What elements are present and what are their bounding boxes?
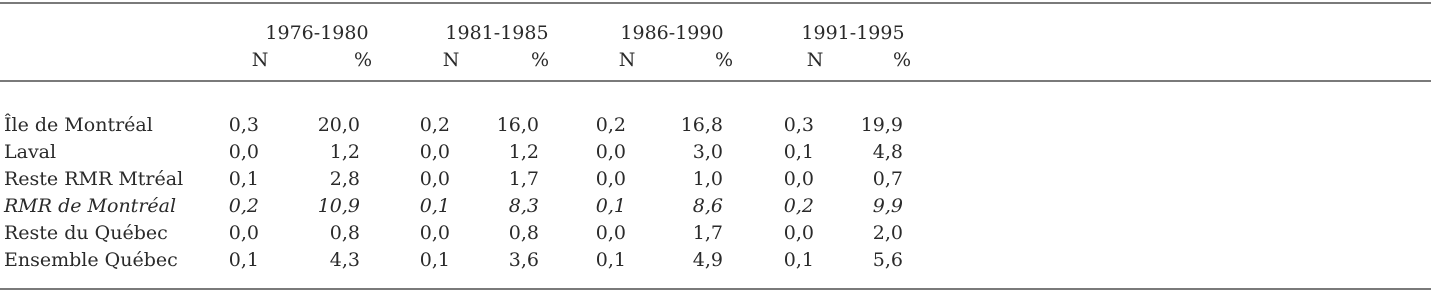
table-cell: 1,0 [692,168,723,190]
table-cell: 3,6 [508,249,539,271]
table-cell: 20,0 [317,114,360,136]
table-cell: 1,7 [508,168,539,190]
n-column-header: N [251,49,269,71]
table-cell: 9,9 [872,195,903,217]
table-cell: 0,3 [783,114,814,136]
table-cell: 19,9 [860,114,903,136]
table-cell: 0,1 [228,249,259,271]
table-cell: 0,0 [419,141,450,163]
table-cell: 0,2 [783,195,814,217]
n-column-header: N [618,49,636,71]
n-column-header: N [442,49,460,71]
row-label: Île de Montréal [4,114,153,136]
table-cell: 0,0 [595,141,626,163]
table-cell: 2,8 [329,168,360,190]
row-label: RMR de Montréal [4,195,177,217]
table-cell: 0,8 [329,222,360,244]
row-label: Reste RMR Mtréal [4,168,184,190]
table-cell: 4,9 [692,249,723,271]
table-cell: 0,1 [419,195,450,217]
table-cell: 0,0 [595,222,626,244]
row-label: Reste du Québec [4,222,168,244]
table-cell: 0,1 [783,249,814,271]
table-cell: 0,7 [872,168,903,190]
table-cell: 0,0 [595,168,626,190]
table-cell: 5,6 [872,249,903,271]
table-cell: 0,0 [783,222,814,244]
period-header: 1976-1980 [265,22,369,44]
table-cell: 0,1 [228,168,259,190]
table-cell: 8,6 [692,195,723,217]
table-cell: 0,3 [228,114,259,136]
table-top-rule [0,2,1431,4]
table-cell: 0,1 [595,249,626,271]
table-cell: 0,0 [228,222,259,244]
header-rule [0,80,1431,82]
percent-column-header: % [353,49,373,71]
table-cell: 16,8 [680,114,723,136]
table-cell: 2,0 [872,222,903,244]
table-cell: 16,0 [496,114,539,136]
table-cell: 1,2 [508,141,539,163]
table-cell: 0,2 [419,114,450,136]
table-cell: 1,2 [329,141,360,163]
n-column-header: N [806,49,824,71]
table-bottom-rule [0,288,1431,290]
period-header: 1981-1985 [445,22,549,44]
table-cell: 4,3 [329,249,360,271]
table-cell: 1,7 [692,222,723,244]
table-cell: 0,1 [595,195,626,217]
table-cell: 0,0 [228,141,259,163]
table-cell: 4,8 [872,141,903,163]
table-cell: 0,1 [419,249,450,271]
percent-column-header: % [714,49,734,71]
period-header: 1991-1995 [801,22,905,44]
row-label: Laval [4,141,57,163]
percent-column-header: % [892,49,912,71]
table-cell: 0,2 [228,195,259,217]
table-cell: 0,1 [783,141,814,163]
table-cell: 0,2 [595,114,626,136]
percent-column-header: % [530,49,550,71]
period-header: 1986-1990 [620,22,724,44]
table-cell: 0,0 [783,168,814,190]
table-cell: 0,0 [419,168,450,190]
table-cell: 0,0 [419,222,450,244]
table-cell: 3,0 [692,141,723,163]
table-cell: 0,8 [508,222,539,244]
table-cell: 10,9 [317,195,360,217]
row-label: Ensemble Québec [4,249,178,271]
table-cell: 8,3 [508,195,539,217]
